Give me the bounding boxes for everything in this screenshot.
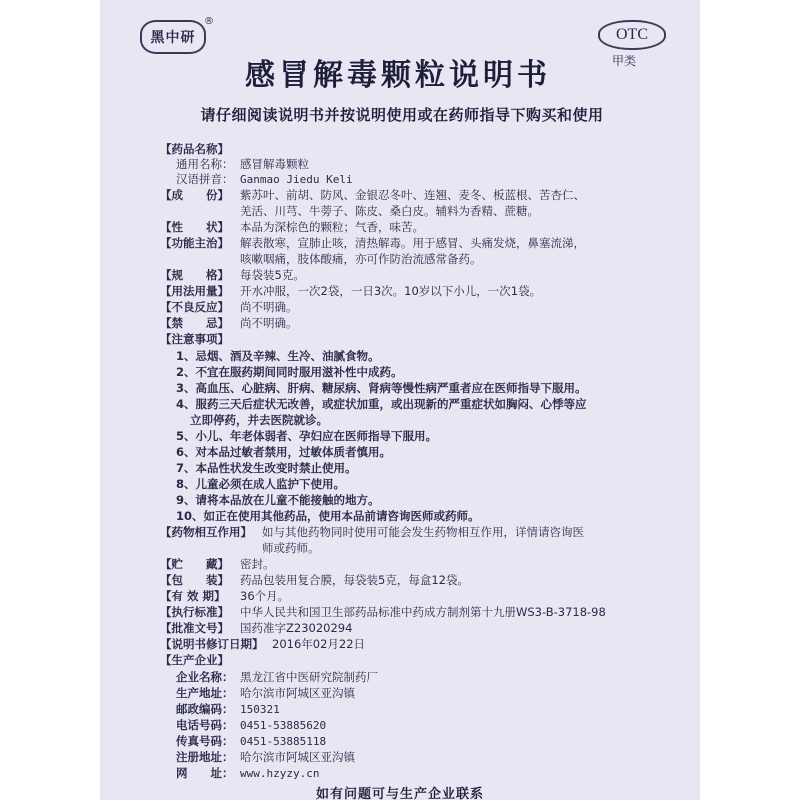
approval-label: 【批准文号】 (160, 621, 229, 635)
otc-class: 甲类 (612, 54, 637, 68)
footer-note: 如有问题可与生产企业联系 (315, 787, 484, 802)
precaution-3: 3、高血压、心脏病、肝病、糖尿病、肾病等慢性病严重者应在医师指导下服用。 (176, 381, 587, 395)
postcode: 150321 (240, 703, 280, 716)
brand-logo-text: 黑中研 (150, 30, 196, 46)
precaution-6: 6、对本品过敏者禁用，过敏体质者慎用。 (176, 445, 391, 459)
usage-label: 【用法用量】 (160, 284, 229, 298)
common-name-label: 通用名称： (176, 157, 234, 171)
package-label: 【包 装】 (160, 573, 229, 587)
spec: 每袋装5克。 (240, 268, 305, 282)
adverse-label: 【不良反应】 (160, 300, 229, 314)
pinyin: Ganmao Jiedu Keli (240, 173, 353, 186)
revision-date: 2016年02月22日 (272, 637, 366, 651)
company-name: 黑龙江省中医研究院制药厂 (240, 670, 378, 684)
contraindications: 尚不明确。 (240, 316, 298, 330)
properties-label: 【性 状】 (160, 220, 229, 234)
ingredients-label: 【成 份】 (160, 188, 229, 202)
precaution-8: 8、儿童必须在成人监护下使用。 (176, 477, 345, 491)
registered-mark: ® (204, 16, 214, 27)
interaction-line-2: 师或药师。 (262, 541, 320, 555)
storage-label: 【贮 藏】 (160, 557, 229, 571)
indications-label: 【功能主治】 (160, 236, 229, 250)
reg-address: 哈尔滨市阿城区亚沟镇 (240, 750, 355, 764)
properties: 本品为深棕色的颗粒；气香，味苦。 (240, 220, 424, 234)
interaction-line-1: 如与其他药物同时使用可能会发生药物相互作用，详情请咨询医 (262, 525, 584, 539)
page-subtitle: 请仔细阅读说明书并按说明使用或在药师指导下购买和使用 (200, 106, 604, 124)
drug-name-label: 【药品名称】 (160, 142, 229, 156)
brand-logo (140, 20, 206, 54)
precaution-2: 2、不宜在服药期间同时服用滋补性中成药。 (176, 365, 403, 379)
precaution-4b: 立即停药，并去医院就诊。 (190, 413, 328, 427)
address-label: 生产地址： (176, 686, 234, 700)
indications-line-1: 解表散寒，宣肺止咳，清热解毒。用于感冒、头痛发烧，鼻塞流涕， (240, 236, 585, 250)
postcode-label: 邮政编码： (176, 702, 234, 716)
contraindications-label: 【禁 忌】 (160, 316, 229, 330)
ingredients-line-2: 羌活、川芎、牛蒡子、陈皮、桑白皮。辅料为香精、蔗糖。 (240, 204, 539, 218)
precaution-10: 10、如正在使用其他药品，使用本品前请咨询医师或药师。 (176, 509, 480, 523)
precaution-1: 1、忌烟、酒及辛辣、生冷、油腻食物。 (176, 349, 380, 363)
precaution-5: 5、小儿、年老体弱者、孕妇应在医师指导下服用。 (176, 429, 437, 443)
address: 哈尔滨市阿城区亚沟镇 (240, 686, 355, 700)
usage: 开水冲服，一次2袋，一日3次。10岁以下小儿，一次1袋。 (240, 284, 542, 298)
validity: 36个月。 (240, 589, 290, 603)
company-label: 【生产企业】 (160, 653, 229, 667)
company-name-label: 企业名称： (176, 670, 234, 684)
pinyin-label: 汉语拼音： (176, 172, 234, 186)
phone-label: 电话号码： (176, 718, 234, 732)
package: 药品包装用复合膜，每袋装5克，每盒12袋。 (240, 573, 469, 587)
precaution-4a: 4、服药三天后症状无改善，或症状加重，或出现新的严重症状如胸闷、心悸等应 (176, 397, 587, 411)
spec-label: 【规 格】 (160, 268, 229, 282)
page-title: 感冒解毒颗粒说明书 (245, 58, 551, 93)
indications-line-2: 咳嗽咽痛，肢体酸痛，亦可作防治流感常备药。 (240, 252, 482, 266)
fax-label: 传真号码： (176, 734, 234, 748)
adverse: 尚不明确。 (240, 300, 298, 314)
ingredients-line-1: 紫苏叶、前胡、防风、金银忍冬叶、连翘、麦冬、板蓝根、苦杏仁、 (240, 188, 585, 202)
reg-address-label: 注册地址： (176, 750, 234, 764)
validity-label: 【有 效 期】 (160, 589, 226, 603)
common-name: 感冒解毒颗粒 (240, 157, 309, 171)
interaction-label: 【药物相互作用】 (160, 525, 252, 539)
fax: 0451-53885118 (240, 735, 327, 748)
standard-label: 【执行标准】 (160, 605, 229, 619)
storage: 密封。 (240, 557, 275, 571)
website: www.hzyzy.cn (240, 767, 320, 780)
precautions-label: 【注意事项】 (160, 332, 229, 346)
precaution-9: 9、请将本品放在儿童不能接触的地方。 (176, 493, 380, 507)
standard: 中华人民共和国卫生部药品标准中药成方制剂第十九册WS3-B-3718-98 (240, 605, 606, 619)
revision-label: 【说明书修订日期】 (160, 637, 264, 651)
phone: 0451-53885620 (240, 719, 327, 732)
otc-badge: OTC (598, 20, 666, 50)
website-label: 网 址： (176, 766, 234, 780)
approval-number: 国药准字Z23020294 (240, 621, 353, 635)
precaution-7: 7、本品性状发生改变时禁止使用。 (176, 461, 357, 475)
